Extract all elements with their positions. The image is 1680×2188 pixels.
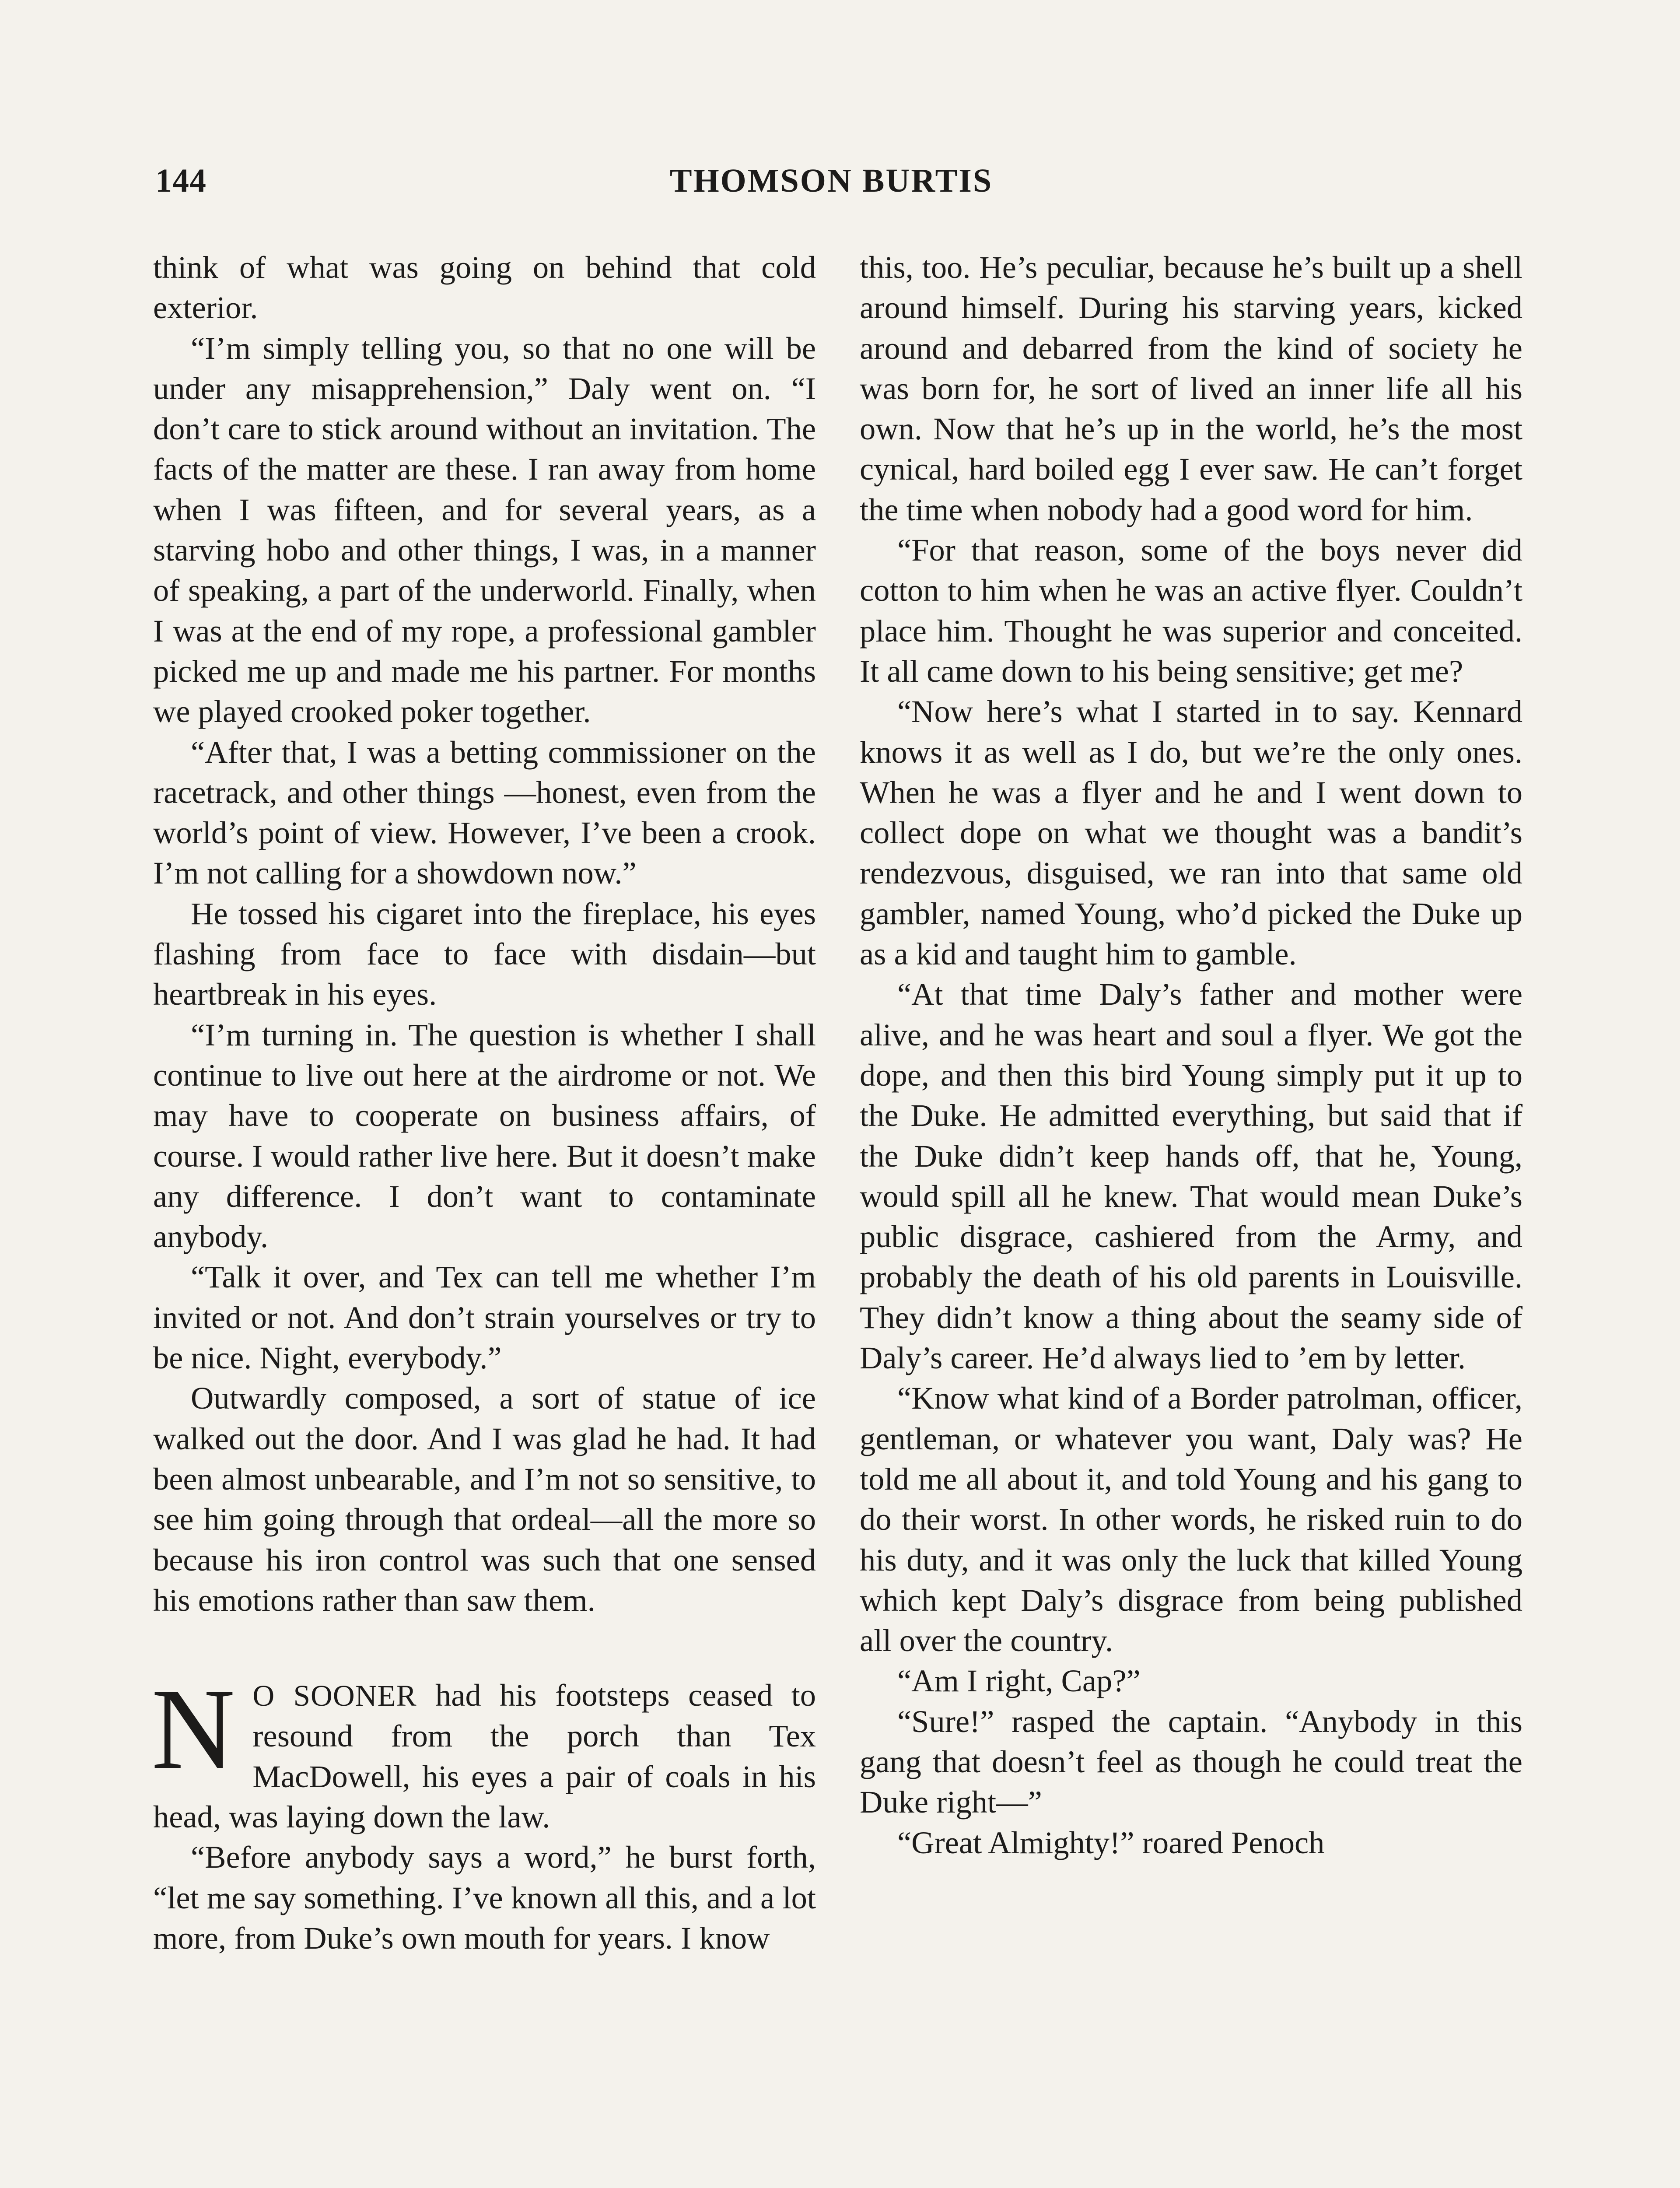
page-header — [155, 162, 1507, 214]
paragraph: “For that reason, some of the boys never did cotton to him when he was an active flyer. Couldn’t place him. Thought he was superior and conceited. It all came down to his being sensitive; get me? — [860, 532, 1522, 689]
paragraph: this, too. He’s peculiar, because he’s built up a shell around himself. During his starving years, kicked around and debarred from the kind of society he was born for, he sort of lived an inner life all his own. Now that he’s up in the world, he’s the most cynical, hard boiled egg I ever saw. He can’t forget the time when nobody had a good word for him. — [860, 249, 1522, 527]
paragraph: “Know what kind of a Border patrolman, officer, gentleman, or whatever you want, Daly was? He told me all about it, and told Young and his gang to do their worst. In other words, he risked ruin to do his duty, and it was only the luck that killed Young which kept Daly’s disgrace from being published all over the country. — [860, 1380, 1522, 1659]
paragraph: “I’m turning in. The question is whether I shall continue to live out here at the airdrome or not. We may have to cooperate on business affairs, of course. I would rather live here. But it doesn’t make any difference. I don’t want to contaminate anybody. — [153, 1017, 816, 1255]
dropcap-paragraph — [151, 1665, 816, 1837]
running-head: THOMSON BURTIS — [669, 162, 993, 199]
paragraph: Outwardly composed, a sort of statue of ice walked out the door. And I was glad he had. It had been almost unbearable, and I’m not so sensitive, to see him going through that ordeal—all the more so because his iron control was such that one sensed his emotions rather than saw them. — [153, 1380, 816, 1618]
paragraph: He tossed his cigaret into the fireplace, his eyes flashing from face to face with disdain—but heartbreak in his eyes. — [153, 895, 816, 1012]
paragraph: “After that, I was a betting commissioner on the racetrack, and other things —honest, even from the world’s point of view. However, I’ve been a crook. I’m not calling for a showdown now.” — [153, 734, 816, 891]
drop-cap: N — [151, 1665, 235, 1794]
paragraph: “Talk it over, and Tex can tell me whether I’m invited or not. And don’t strain yourselves or try to be nice. Night, everybody.” — [153, 1259, 816, 1376]
paragraph: “Am I right, Cap?” — [897, 1663, 1141, 1699]
paragraph: “Great Almighty!” roared Penoch — [897, 1824, 1325, 1860]
page-number: 144 — [155, 162, 206, 199]
paragraph: “Now here’s what I started in to say. Kennard knows it as well as I do, but we’re the only ones. When he was a flyer and he and I went down to collect dope on what we thought was a bandit’s rendezvous, disguised, we ran into that same old gambler, named Young, who’d picked the Duke up as a kid and taught him to gamble. — [860, 694, 1522, 972]
paragraph: “Before anybody says a word,” he burst forth, “let me say something. I’ve known all this, and a lot more, from Duke’s own mouth for years. I know — [153, 1839, 816, 1956]
section-break — [153, 1620, 816, 1675]
paragraph: “I’m simply telling you, so that no one will be under any misapprehension,” Daly went on. “I don’t care to stick around without an invitation. The facts of the matter are these. I ran away from home when I was fifteen, and for several years, as a starving hobo and other things, I was, in a manner of speaking, a part of the underworld. Finally, when I was at the end of my rope, a professional gambler picked me up and made me his partner. For months we played crooked poker together. — [153, 330, 816, 729]
small-caps-lead: O SOONER — [252, 1679, 417, 1713]
dropcap-paragraph-text: had his footsteps ceased to resound from the porch than Tex MacDowell, his eyes a pair of coals in his head, was laying down the law. — [153, 1677, 816, 1834]
paragraph: “At that time Daly’s father and mother were alive, and he was heart and soul a flyer. We got the dope, and then this bird Young simply put it up to the Duke. He admitted everything, but said that if the Duke didn’t keep hands off, that he, Young, would spill all he knew. That would mean Duke’s public disgrace, cashiered from the Army, and probably the death of his old parents in Louisville. They didn’t know a thing about the seamy side of Daly’s career. He’d always lied to ’em by letter. — [860, 976, 1522, 1376]
paragraph: think of what was going on behind that cold exterior. — [153, 249, 816, 326]
paragraph: “Sure!” rasped the captain. “Anybody in this gang that doesn’t feel as though he could treat the Duke right—” — [860, 1703, 1522, 1820]
left-column — [153, 247, 816, 1958]
right-column — [860, 247, 1522, 1863]
